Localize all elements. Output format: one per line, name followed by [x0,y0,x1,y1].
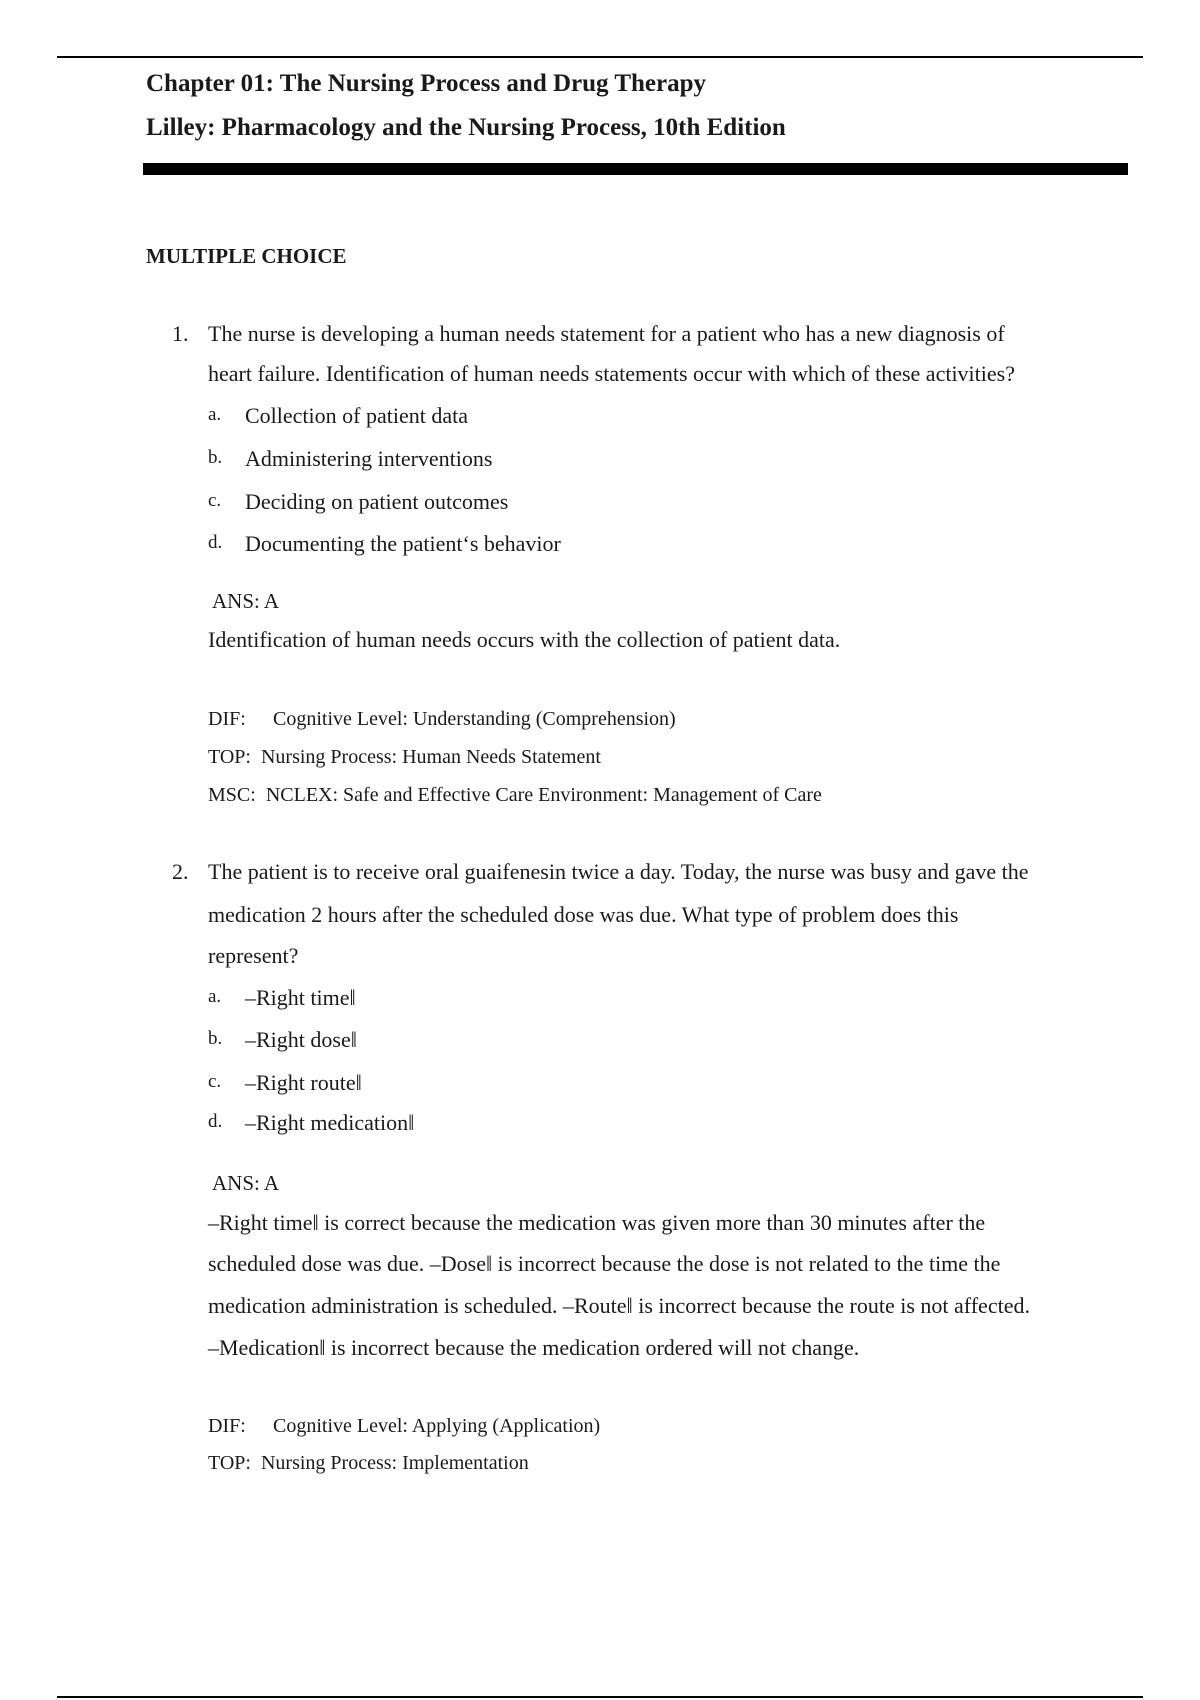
top-rule [57,56,1143,58]
section-heading: MULTIPLE CHOICE [146,244,347,268]
meta-label: TOP: [208,1452,251,1474]
option-letter: b. [208,447,223,468]
meta-dif [208,1415,600,1438]
rationale-line: –Right time‖ is correct because the medication was given more than 30 minutes after the [208,1210,986,1235]
option-letter: c. [208,1071,222,1092]
option-text: Administering interventions [245,446,493,471]
question-stem-line: heart failure. Identification of human needs statements occur with which of these activities? [208,361,1015,386]
meta-top [208,746,601,769]
question-stem-line: The patient is to receive oral guaifenesin twice a day. Today, the nurse was busy and gave the [208,859,1029,884]
bottom-rule [57,1696,1143,1698]
meta-msc [208,784,822,807]
option-text: –Right route‖ [245,1070,362,1095]
option-letter: c. [208,490,222,511]
option-text: –Right medication‖ [245,1110,415,1135]
meta-label: DIF: [208,708,246,730]
meta-label: DIF: [208,1415,246,1437]
rationale-line: –Medication‖ is incorrect because the medication ordered will not change. [208,1335,860,1360]
rationale-line: medication administration is scheduled. –Route‖ is incorrect because the route is not affected. [208,1293,1030,1318]
meta-dif [208,708,676,731]
meta-value: Nursing Process: Implementation [260,1452,529,1474]
meta-value: NCLEX: Safe and Effective Care Environment: Management of Care [265,784,822,806]
option-text: Documenting the patient‘s behavior [245,531,561,556]
rationale-line: Identification of human needs occurs with the collection of patient data. [208,627,841,652]
meta-value: Nursing Process: Human Needs Statement [260,746,601,768]
meta-label: MSC: [208,784,256,806]
option-letter: d. [208,532,223,553]
option-text: Collection of patient data [245,403,468,428]
answer-key: ANS: A [212,1171,280,1195]
header-divider [143,163,1128,175]
option-text: Deciding on patient outcomes [245,489,509,514]
question-stem-line: represent? [208,943,299,968]
meta-label: TOP: [208,746,251,768]
book-title: Lilley: Pharmacology and the Nursing Process, 10th Edition [146,114,786,141]
question-number: 1. [172,321,189,346]
question-stem-line: medication 2 hours after the scheduled dose was due. What type of problem does this [208,902,959,927]
chapter-title: Chapter 01: The Nursing Process and Drug Therapy [146,70,707,97]
rationale-line: scheduled dose was due. –Dose‖ is incorrect because the dose is not related to the time the [208,1251,1001,1276]
meta-top [208,1452,529,1475]
meta-value: Cognitive Level: Applying (Application) [273,1415,601,1437]
option-letter: d. [208,1111,223,1132]
question-stem-line: The nurse is developing a human needs statement for a patient who has a new diagnosis of [208,321,1005,346]
question-number: 2. [172,859,189,884]
option-letter: a. [208,986,222,1007]
option-letter: a. [208,404,222,425]
option-letter: b. [208,1028,223,1049]
answer-key: ANS: A [212,589,280,613]
meta-value: Cognitive Level: Understanding (Comprehension) [273,708,676,730]
option-text: –Right time‖ [245,985,356,1010]
option-text: –Right dose‖ [245,1027,357,1052]
